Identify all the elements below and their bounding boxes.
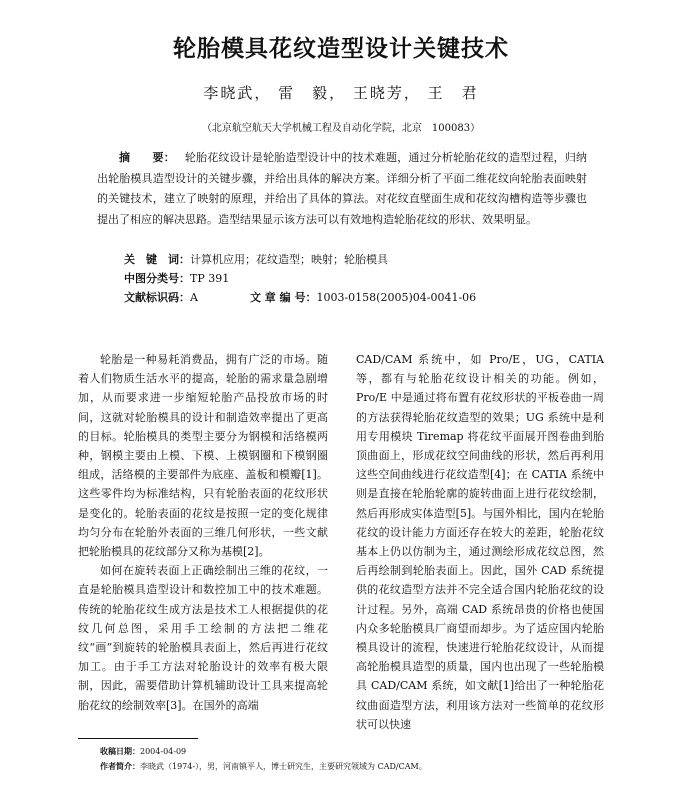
abstract-text: 轮胎花纹设计是轮胎造型设计中的技术难题，通过分析轮胎花纹的造型过程，归纳出轮胎模具造型设计的关键步骤，并给出具体的解决方案。详细分析了平面二维花纹向轮胎表面映射的关键技术，建立了映射的原理，并给出了具体的算法。对花纹直壁面生成和花纹沟槽构造等步骤也提出了相应的解决思路。造型结果显示该方法可以有效地构造轮胎花纹的形状、效果明显。: [97, 151, 587, 226]
body-column-right: [356, 350, 604, 734]
body-paragraph: 轮胎是一种易耗消费品，拥有广泛的市场。随着人们物质生活水平的提高，轮胎的需求量急剧增加，从而要求进一步缩短轮胎产品投放市场的时间，这就对轮胎模具的设计和制造效率提出了更高的目标。轮胎模具的类型主要分为钢模和活络模两种，钢模主要由上模、下模、上模钢圈和下模钢圈组成，活络模的主要部件为底座、盖板和模瓣[1]。这些零件均为标准结构，只有轮胎表面的花纹形状是变化的。轮胎表面的花纹是按照一定的变化规律均匀分布在轮胎外表面的三维几何形状，一些文献把轮胎模具的花纹部分又称为基模[2]。: [78, 353, 328, 559]
doc-code-text: A: [190, 291, 198, 304]
keywords-label: 关 键 词：: [124, 253, 190, 266]
keywords-row: [124, 250, 584, 269]
author-bio-text: 李晓武（1974-），男，河南镇平人，博士研究生，主要研究领域为 CAD/CAM。: [140, 762, 427, 771]
keywords-text: 计算机应用；花纹造型；映射；轮胎模具: [190, 253, 388, 266]
article-no-label: 文 章 编 号：: [249, 291, 317, 304]
clc-row: [124, 269, 584, 288]
clc-text: TP 391: [190, 272, 230, 285]
article-metadata: [124, 250, 584, 307]
clc-label: 中图分类号：: [124, 272, 190, 285]
author-bio: [100, 759, 600, 774]
abstract-label: 摘 要：: [119, 151, 175, 164]
doc-code-row: [124, 288, 584, 307]
footnote: [100, 744, 600, 774]
received-label: 收稿日期：: [100, 746, 140, 756]
author-bio-label: 作者简介：: [100, 761, 140, 771]
paper-title: 轮胎模具花纹造型设计关键技术: [173, 36, 509, 62]
received-value: 2004-04-09: [140, 747, 187, 756]
body-paragraph: 如何在旋转表面上正确绘制出三维的花纹，一直是轮胎模具造型设计和数控加工中的技术难题。传统的轮胎花纹生成方法是技术工人根据提供的花纹几何总图，采用手工绘制的方法把二维花纹“画”到旋转的轮胎模具表面上，然后再进行花纹加工。由于手工方法对轮胎设计的效率有极大限制，因此，需要借助计算机辅助设计工具来提高轮胎花纹的绘制效率[3]。在国外的高端: [78, 564, 328, 712]
footnote-divider: [78, 738, 198, 739]
body-paragraph: CAD/CAM 系统中，如 Pro/E，UG，CATIA 等，都有与轮胎花纹设计相关的功能。例如，Pro/E 中是通过将布置有花纹形状的平板卷曲一周的方法获得轮胎花纹造型的效果；UG 系统中是利用专用模块 Tiremap 将花纹平面展开图卷曲到胎顶曲面上，形成花纹空间曲线的形状，然后再利用这些空间曲线进行花纹造型[4]；在 CATIA 系统中则是直接在轮胎轮廓的旋转曲面上进行花纹绘制，然后再形成实体造型[5]。与国外相比，国内在轮胎花纹的设计能力方面还存在较大的差距，轮胎花纹基本上仍以仿制为主，通过测绘形成花纹总图，然后再绘制到轮胎表面上。因此，国外 CAD 系统提供的花纹造型方法并不完全适合国内轮胎花纹的设计过程。另外，高端 CAD 系统昂贵的价格也使国内众多轮胎模具厂商望而却步。为了适应国内轮胎模具设计的流程，快速进行轮胎花纹设计，从而提高轮胎模具造型的质量，国内也出现了一些轮胎模具 CAD/CAM 系统，如文献[1]给出了一种轮胎花纹曲面造型方法，利用该方法对一些简单的花纹形状可以快速: [356, 353, 604, 731]
doc-code-label: 文献标识码：: [124, 291, 190, 304]
received-date: [100, 744, 600, 759]
abstract: [97, 148, 587, 230]
body-column-left: [78, 350, 328, 715]
author-list: 李晓武， 雷 毅， 王晓芳， 王 君: [203, 84, 479, 102]
affiliation: （北京航空航天大学机械工程及自动化学院，北京 100083）: [201, 123, 481, 134]
article-no-text: 1003-0158(2005)04-0041-06: [316, 291, 477, 304]
